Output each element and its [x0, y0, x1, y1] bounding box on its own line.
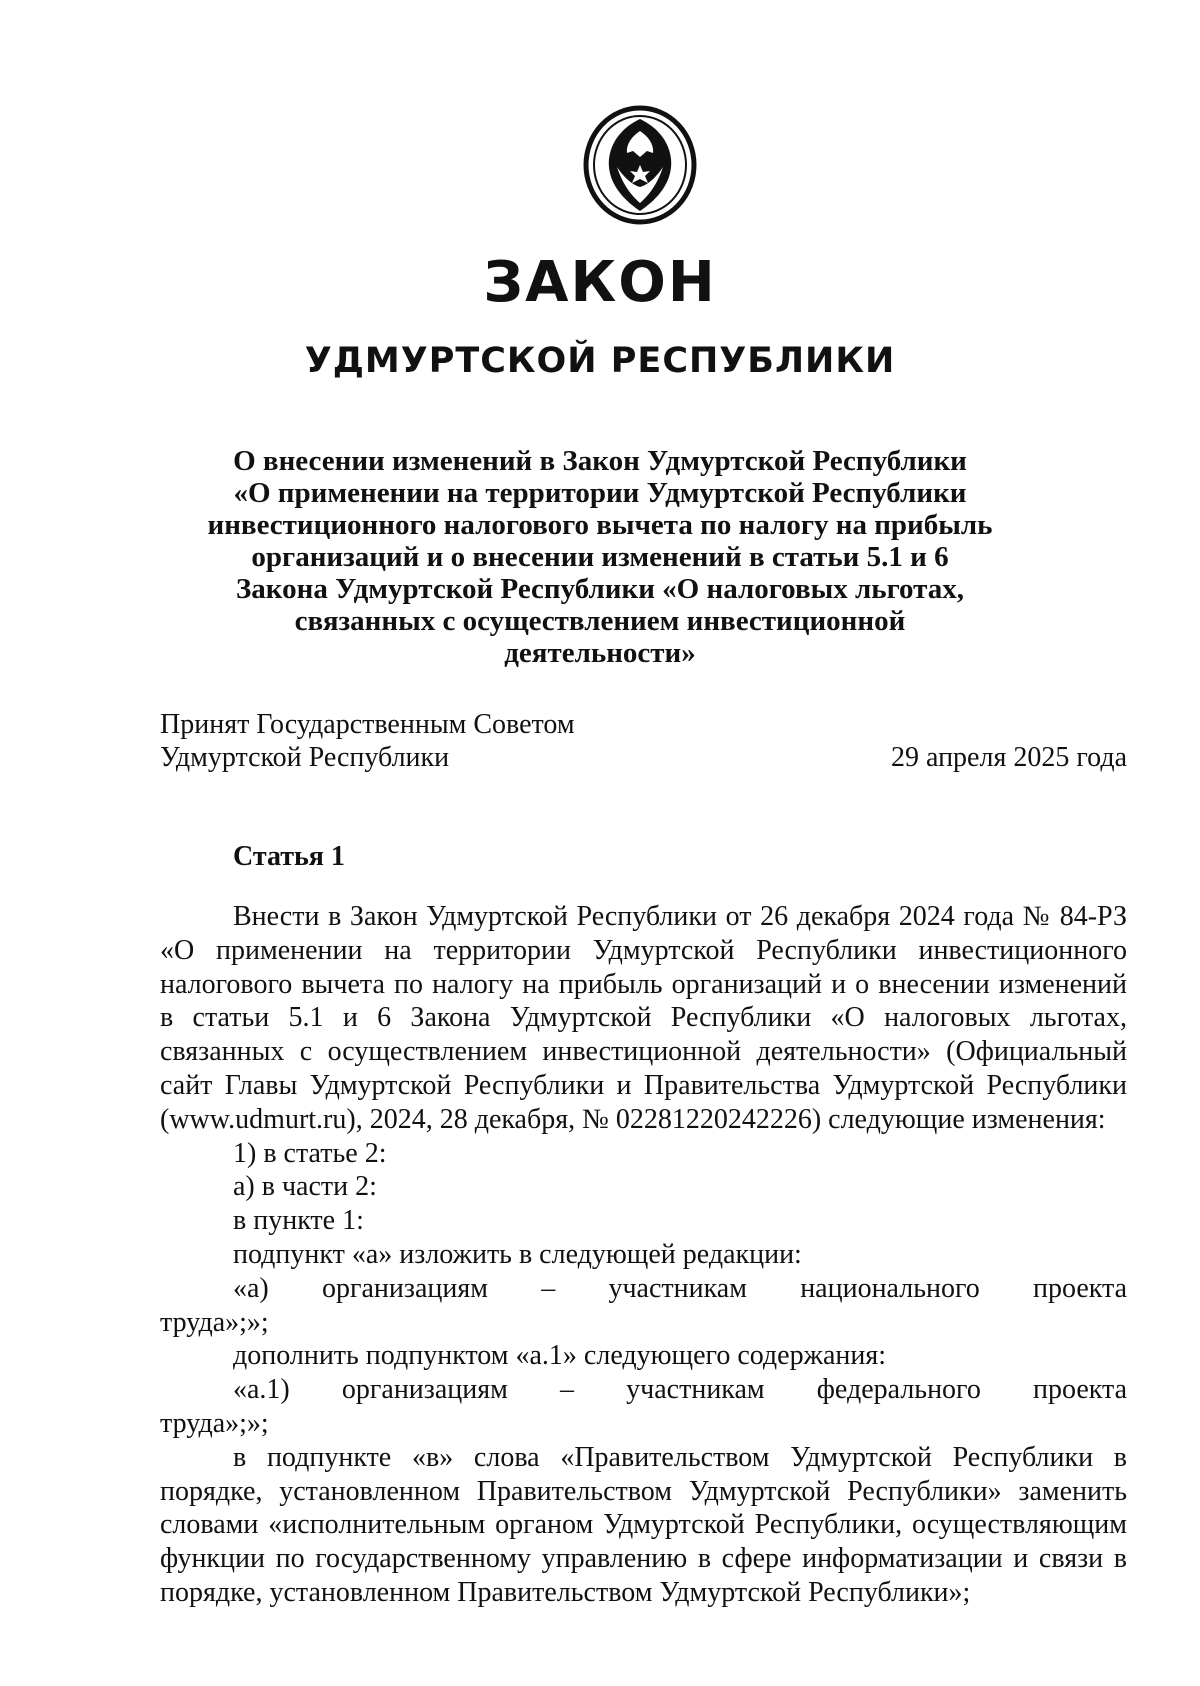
adoption-line: Принят Государственным Советом [160, 709, 575, 740]
paragraph-line: труда»;»; [160, 1306, 269, 1338]
paragraph-line: «а) организациям – участникам национального проекта [233, 1272, 1127, 1304]
law-name-line: Закона Удмуртской Республики «О налоговых льготах, [235, 573, 965, 605]
adoption-date: 29 апреля 2025 года [891, 742, 1127, 773]
law-name-line: инвестиционного налогового вычета по налогу на прибыль [207, 509, 993, 541]
paragraph-line: налогового вычета по налогу на прибыль организаций и о внесении изменений [160, 968, 1127, 1000]
article-title: Статья 1 [233, 841, 345, 872]
article-body [160, 900, 1127, 1610]
paragraph-line: (www.udmurt.ru), 2024, 28 декабря, № 02281220242226) следующие изменения: [160, 1103, 1106, 1135]
paragraph-line: сайт Главы Удмуртской Республики и Правительства Удмуртской Республики [160, 1069, 1127, 1101]
document-title: ЗАКОН [483, 250, 717, 315]
paragraph-line: функции по государственному управлению в сфере информатизации и связи в [160, 1543, 1127, 1575]
law-name-line: «О применении на территории Удмуртской Республики [233, 477, 967, 509]
paragraph-line: труда»;»; [160, 1407, 269, 1439]
paragraph-line: а) в части 2: [233, 1171, 377, 1203]
paragraph-line: словами «исполнительным органом Удмуртской Республики, осуществляющим [160, 1509, 1127, 1541]
paragraph-line: «а.1) организациям – участникам федерального проекта [233, 1374, 1127, 1406]
paragraph-line: подпункт «а» изложить в следующей редакции: [233, 1238, 802, 1270]
coat-of-arms-icon [583, 105, 697, 225]
paragraph-line: в статьи 5.1 и 6 Закона Удмуртской Республики «О налоговых льготах, [160, 1002, 1127, 1034]
paragraph-line: порядке, установленном Правительством Удмуртской Республики» заменить [160, 1475, 1127, 1507]
law-name-line: организаций и о внесении изменений в статьи 5.1 и 6 [251, 541, 949, 573]
paragraph-line: в подпункте «в» слова «Правительством Удмуртской Республики в [233, 1441, 1127, 1473]
paragraph-line: в пункте 1: [233, 1205, 364, 1237]
adoption-authority [160, 708, 575, 774]
law-name-line: связанных с осуществлением инвестиционной деятельности» [294, 605, 906, 669]
adoption-line: Удмуртской Республики [160, 742, 450, 773]
paragraph-line: Внести в Закон Удмуртской Республики от 26 декабря 2024 года № 84-РЗ [233, 901, 1127, 932]
paragraph-line: дополнить подпунктом «а.1» следующего содержания: [233, 1340, 887, 1372]
paragraph-line: порядке, установленном Правительством Удмуртской Республики»; [160, 1576, 971, 1608]
paragraph-line: 1) в статье 2: [233, 1137, 387, 1169]
law-name [200, 445, 1000, 669]
paragraph-line: связанных с осуществлением инвестиционной деятельности» (Официальный [160, 1036, 1127, 1068]
paragraph-line: «О применении на территории Удмуртской Республики инвестиционного [160, 934, 1127, 966]
document-subtitle: УДМУРТСКОЙ РЕСПУБЛИКИ [304, 341, 896, 381]
law-name-line: О внесении изменений в Закон Удмуртской Республики [233, 445, 967, 477]
